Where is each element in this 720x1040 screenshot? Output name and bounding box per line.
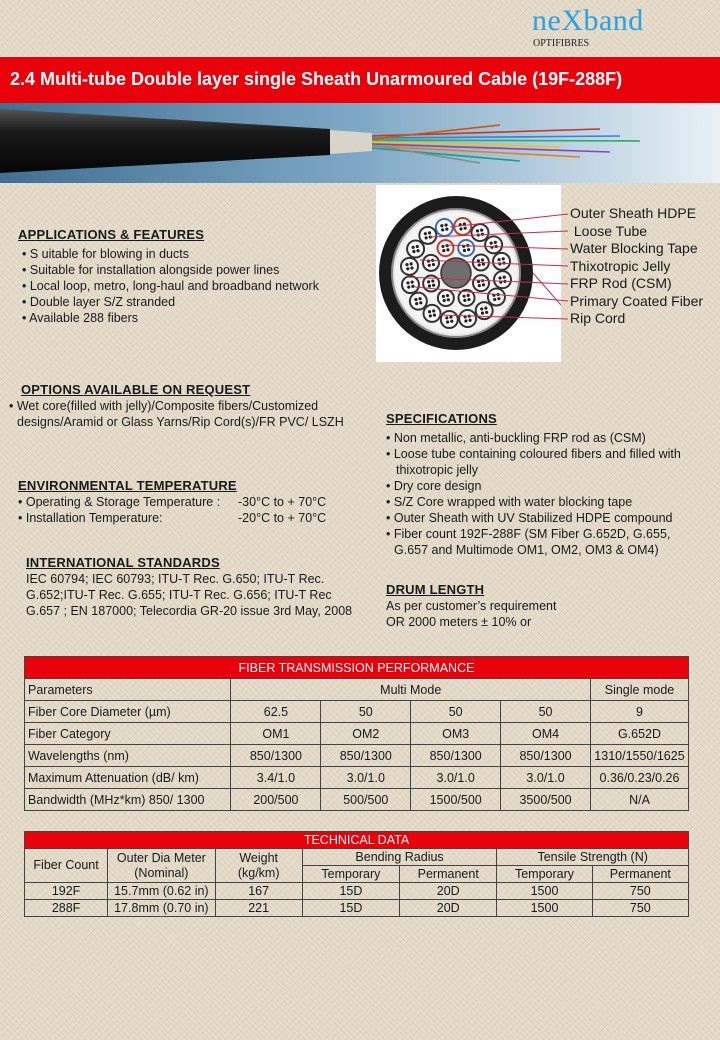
table-row: 192F 15.7mm (0.62 in) 167 15D 20D 1500 750 bbox=[25, 883, 689, 900]
table-row bbox=[25, 849, 689, 866]
drum-text: As per customer’s requirement OR 2000 meters ± 10% or bbox=[386, 599, 557, 629]
fiber-dot bbox=[433, 314, 436, 317]
outer-dia-header: Outer Dia Meter (Nominal) bbox=[108, 849, 215, 883]
bending-radius-header: Bending Radius bbox=[302, 849, 497, 866]
fiber-dot bbox=[405, 263, 408, 266]
fiber-dot bbox=[428, 284, 431, 287]
fiber-dot bbox=[445, 316, 448, 319]
fiber-dot bbox=[444, 223, 447, 226]
fiber-table-title: FIBER TRANSMISSION PERFORMANCE bbox=[25, 657, 689, 679]
fiber-dot bbox=[411, 285, 414, 288]
table-row: 288F 17.8mm (0.70 in) 221 15D 20D 1500 750 bbox=[25, 900, 689, 917]
list-item: • S uitable for blowing in ducts bbox=[22, 247, 189, 261]
list-item: • Loose tube containing coloured fibers and filled with bbox=[386, 447, 681, 461]
table-row: Fiber Category OM1 OM2 OM3 OM4 G.652D bbox=[25, 723, 689, 745]
fiber-dot bbox=[445, 228, 448, 231]
fiber-dot bbox=[431, 279, 434, 282]
legend-primary-coated-fiber: Primary Coated Fiber bbox=[570, 292, 704, 309]
applications-list bbox=[22, 246, 319, 326]
fiber-dot bbox=[442, 249, 445, 252]
fiber-dot bbox=[410, 262, 413, 265]
fiber-dot bbox=[418, 297, 421, 300]
fiber-dot bbox=[412, 246, 415, 249]
logo-subtitle: OPTIFIBRES bbox=[533, 38, 590, 49]
list-item: • Fiber count 192F-288F (SM Fiber G.652D, G.655, bbox=[386, 527, 671, 541]
loose-tube bbox=[424, 305, 441, 322]
loose-tube bbox=[401, 258, 418, 275]
parameters-header: Parameters bbox=[25, 679, 231, 701]
fiber-dot bbox=[427, 280, 430, 283]
specifications-list: • Non metallic, anti-buckling FRP rod as (CSM) • Loose tube containing coloured fibers and filled with thixotropic jelly • Dry core design • S/Z Core wrapped with water blocking tape • Outer Sheath with UV Stabilized HDPE compound • Fiber count 192F-288F (SM Fiber G.652D, G.655, G.657 and Multimode OM1, OM2, OM3 & OM4) bbox=[386, 431, 681, 557]
list-item: • Double layer S/Z stranded bbox=[22, 295, 176, 309]
table-row: Maximum Attenuation (dB/ km) 3.4/1.0 3.0/1.0 3.0/1.0 3.0/1.0 0.36/0.23/0.26 bbox=[25, 767, 689, 789]
list-item: • Outer Sheath with UV Stabilized HDPE compound bbox=[386, 511, 673, 525]
loose-tube bbox=[407, 241, 424, 258]
fiber-dot bbox=[415, 302, 418, 305]
list-item: • S/Z Core wrapped with water blocking tape bbox=[386, 495, 633, 509]
fiber-dot bbox=[432, 284, 435, 287]
fiber-dot bbox=[416, 249, 419, 252]
legend-loose-tube: Loose Tube bbox=[570, 222, 648, 239]
fiber-dot bbox=[432, 263, 435, 266]
environment-values: • Operating & Storage Temperature : -30°C to + 70°C • Installation Temperature: -20°C to + 70°C bbox=[18, 495, 327, 525]
specifications-heading: SPECIFICATIONS bbox=[386, 411, 497, 426]
table-row: Fiber Core Diameter (µm) 62.5 50 50 50 9 bbox=[25, 701, 689, 723]
legend-water-blocking-tape: Water Blocking Tape bbox=[570, 240, 698, 256]
fiber-dot bbox=[429, 314, 432, 317]
loose-tube bbox=[402, 276, 419, 293]
fiber-dot bbox=[414, 298, 417, 301]
brand-logo bbox=[532, 4, 712, 50]
loose-tube bbox=[419, 227, 436, 244]
table-row: Bandwidth (MHz*km) 850/ 1300 200/500 500/500 1500/500 3500/500 N/A bbox=[25, 789, 689, 811]
applications-heading: APPLICATIONS & FEATURES bbox=[18, 227, 205, 242]
drum-heading: DRUM LENGTH bbox=[386, 582, 485, 597]
fiber-dot bbox=[406, 267, 409, 270]
fiber-dot bbox=[416, 245, 419, 248]
fiber-dot bbox=[406, 281, 409, 284]
fiber-dot bbox=[412, 250, 415, 253]
options-text: • Wet core(filled with jelly)/Composite fibers/Customized designs/Aramid or Glass Yarns/Rip Cord(s)/FR PVC/ LSZH bbox=[9, 399, 344, 429]
cable-photo bbox=[0, 103, 720, 183]
fiber-dot bbox=[446, 320, 449, 323]
fiber-dot bbox=[428, 310, 431, 313]
list-item: • Available 288 fibers bbox=[22, 311, 139, 325]
list-item: • Dry core design bbox=[386, 479, 482, 493]
fiber-count-header: Fiber Count bbox=[25, 849, 108, 883]
fiber-transmission-table bbox=[24, 656, 689, 811]
fiber-dot bbox=[419, 301, 422, 304]
fiber-dot bbox=[425, 236, 428, 239]
list-item: • Local loop, metro, long-haul and broadband network bbox=[22, 279, 319, 293]
fiber-dot bbox=[424, 232, 427, 235]
weight-header: Weight (kg/km) bbox=[215, 849, 302, 883]
loose-tube bbox=[410, 293, 427, 310]
fiber-dot bbox=[441, 245, 444, 248]
legend-outer-sheath: Outer Sheath HDPE bbox=[570, 205, 697, 221]
fiber-dot bbox=[442, 295, 445, 298]
multi-mode-header: Multi Mode bbox=[231, 679, 591, 701]
list-item: • Suitable for installation alongside power lines bbox=[22, 263, 280, 277]
table-row: Wavelengths (nm) 850/1300 850/1300 850/1300 850/1300 1310/1550/1625 bbox=[25, 745, 689, 767]
fiber-dot bbox=[411, 281, 414, 284]
table-row: Temporary Permanent Temporary Permanent bbox=[25, 866, 689, 883]
environment-heading: ENVIRONMENTAL TEMPERATURE bbox=[18, 478, 237, 493]
fiber-dot bbox=[441, 228, 444, 231]
loose-tube bbox=[423, 255, 439, 271]
fiber-dot bbox=[446, 294, 449, 297]
standards-heading: INTERNATIONAL STANDARDS bbox=[26, 555, 220, 570]
standards-text: IEC 60794; IEC 60793; ITU-T Rec. G.650; ITU-T Rec. G.652;ITU-T Rec. G.655; ITU-T Rec. G.656; ITU-T Rec G.657 ; EN 187000; Telecordia GR-20 issue 3rd May, 2008 bbox=[26, 572, 353, 618]
fiber-dot bbox=[428, 264, 431, 267]
list-item: • Non metallic, anti-buckling FRP rod as (CSM) bbox=[386, 431, 646, 445]
fiber-dot bbox=[432, 309, 435, 312]
table-row bbox=[25, 679, 689, 701]
fiber-dot bbox=[428, 231, 431, 234]
fiber-dot bbox=[410, 266, 413, 269]
single-mode-header: Single mode bbox=[590, 679, 688, 701]
legend-frp-rod: FRP Rod (CSM) bbox=[570, 275, 672, 291]
fiber-dot bbox=[407, 286, 410, 289]
options-heading: OPTIONS AVAILABLE ON REQUEST bbox=[21, 382, 251, 397]
cross-section-legend bbox=[570, 205, 703, 328]
logo-brand-name: neXband bbox=[532, 4, 644, 37]
legend-rip-cord: Rip Cord bbox=[570, 310, 626, 326]
fiber-dot bbox=[443, 299, 446, 302]
legend-thixotropic-jelly: Thixotropic Jelly bbox=[570, 257, 671, 274]
tech-table-title: TECHNICAL DATA bbox=[25, 832, 689, 849]
fiber-dot bbox=[440, 224, 443, 227]
technical-data-table bbox=[24, 831, 689, 917]
tensile-strength-header: Tensile Strength (N) bbox=[497, 849, 689, 866]
page-title: 2.4 Multi-tube Double layer single Sheath Unarmoured Cable (19F-288F) bbox=[10, 69, 623, 89]
